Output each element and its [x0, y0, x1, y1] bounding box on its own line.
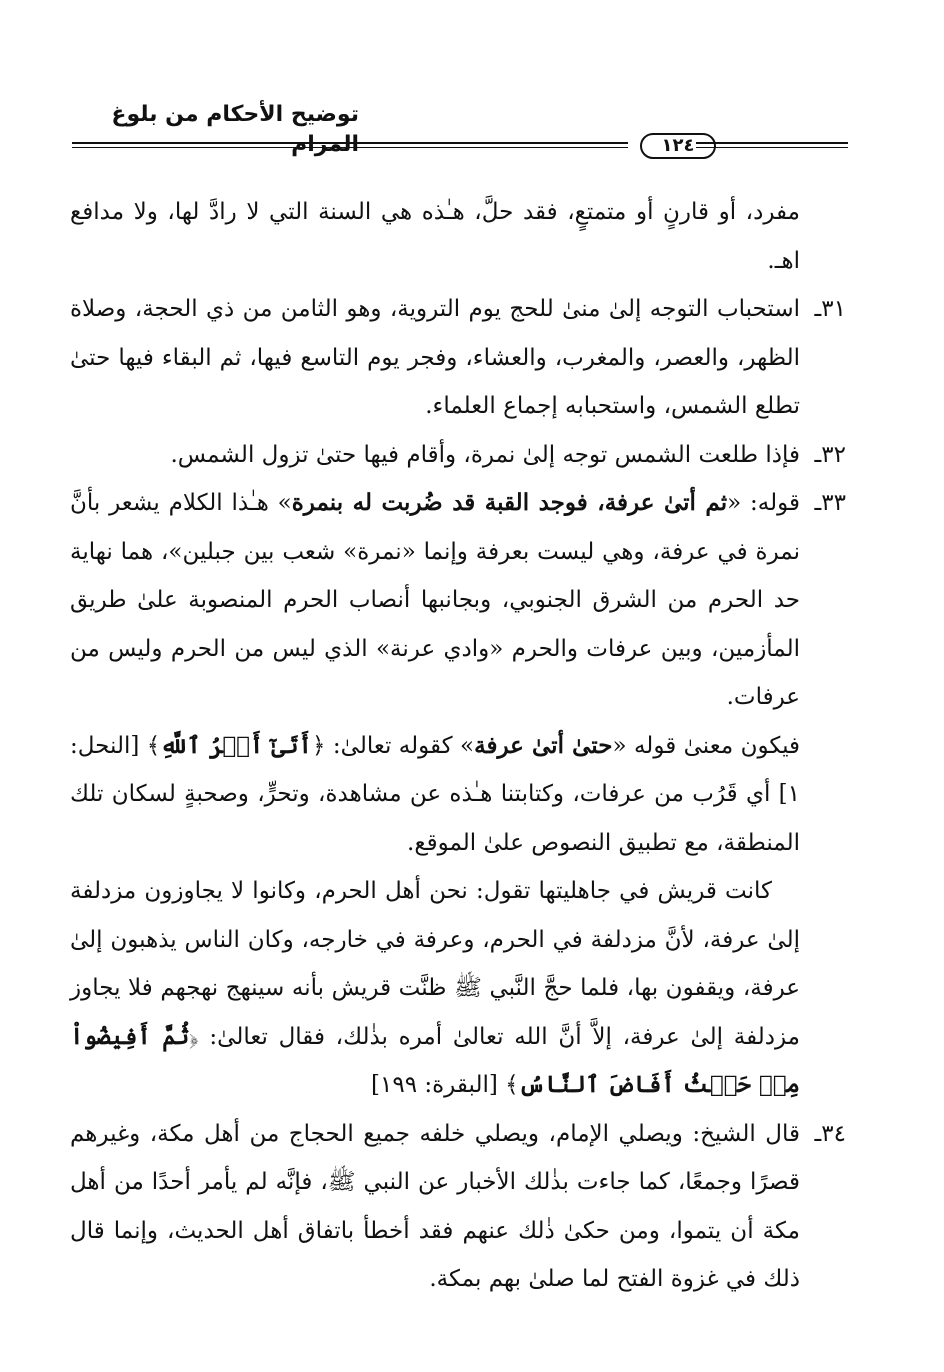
paragraph-text: استحباب التوجه إلىٰ منىٰ للحج يوم التروية، وهو الثامن من ذي الحجة، وصلاة الظهر، والعصر، والمغرب، والعشاء، وفجر يوم التاسع فيها، ثم البقاء فيها حتىٰ تطلع الشمس، واستحبابه إجماع العلماء.	[70, 296, 800, 419]
paragraph-number: ٣٤ـ	[814, 1120, 846, 1147]
quoted-text: حتىٰ أتىٰ عرفة	[474, 731, 613, 759]
paragraph	[70, 867, 846, 1110]
paragraph-number: ٣٢ـ	[814, 441, 846, 468]
body-text	[70, 188, 846, 1304]
paragraph-text: ﴾ [النحل: ١] أي قَرُب من عرفات، وكتابتنا هـٰذه عن مشاهدة، وتحرٍّ، وصحبةٍ لسكان تلك المنطقة، مع تطبيق النصوص علىٰ الموقع.	[70, 732, 800, 856]
header-rule-right-bottom	[696, 147, 848, 148]
numbered-paragraph	[70, 1110, 846, 1304]
paragraph	[70, 722, 846, 868]
paragraph-number: ٣١ـ	[814, 296, 846, 322]
quoted-text: ثم أتىٰ عرفة، فوجد القبة قد ضُربت له بنمرة	[291, 489, 728, 516]
header-rule-left-top	[72, 142, 628, 144]
page-number: ١٢٤	[640, 133, 716, 159]
paragraph-text: » كقوله تعالىٰ: ﴿	[311, 732, 475, 759]
paragraph-text: قوله: «	[727, 490, 800, 516]
header-rule	[72, 133, 848, 159]
paragraph-text: فيكون معنىٰ قوله «	[612, 732, 801, 759]
paragraph	[70, 188, 846, 285]
header-rule-right-top	[696, 142, 848, 144]
paragraph-number: ٣٣ـ	[814, 490, 846, 516]
quoted-text: ثُمَّ أَفِيضُواْ مِنۡ حَيۡثُ أَفَاضَ ٱلنَّاسُ	[70, 1022, 800, 1098]
paragraph-text: فإذا طلعت الشمس توجه إلىٰ نمرة، وأقام فيها حتىٰ تزول الشمس.	[170, 441, 800, 468]
numbered-paragraph	[70, 285, 846, 431]
paragraph-text: قال الشيخ: ويصلي الإمام، ويصلي خلفه جميع الحجاج من أهل مكة، وغيرهم قصرًا وجمعًا، كما جاءت بذٰلك الأخبار عن النبي ﷺ، فإنَّه لم يأمر أحدًا من أهل مكة أن يتموا، ومن حكىٰ ذٰلك عنهم فقد أخطأ باتفاق أهل الحديث، وإنما قال ذلك في غزوة الفتح لما صلىٰ بهم بمكة.	[70, 1120, 800, 1292]
paragraph-text: » هـٰذا الكلام يشعر بأنَّ نمرة في عرفة، وهي ليست بعرفة وإنما «نمرة» شعب بين جبلين»، هما نهاية حد الحرم من الشرق الجنوبي، وبجانبها أنصاب الحرم المنصوبة علىٰ طريق المأزمين، وبين عرفات والحرم «وادي عرنة» الذي ليس من الحرم وليس من عرفات.	[70, 490, 800, 710]
running-title: توضيح الأحكام من بلوغ المرام	[111, 102, 359, 157]
paragraph-text: ﴾ [البقرة: ١٩٩]	[371, 1072, 519, 1098]
numbered-paragraph	[70, 431, 846, 480]
header-rule-left-bottom	[72, 147, 628, 148]
numbered-paragraph	[70, 479, 846, 722]
paragraph-text: كانت قريش في جاهليتها تقول: نحن أهل الحرم، وكانوا لا يجاوزون مزدلفة إلىٰ عرفة، لأنَّ مزدلفة في الحرم، وعرفة في خارجه، وكان الناس يذهبون إلىٰ عرفة، ويقفون بها، فلما حجَّ النَّبي ﷺ ظنَّت قريش بأنه سينهج نهجهم فلا يجاوز مزدلفة إلىٰ عرفة، إلاَّ أنَّ الله تعالىٰ أمره بذٰلك، فقال تعالىٰ: ﴿	[70, 878, 801, 1050]
quoted-text: أَتَىٰٓ أَمۡرُ ٱللَّهِ	[160, 731, 312, 759]
paragraph-text: مفرد، أو قارنٍ أو متمتعٍ، فقد حلَّ، هـٰذه هي السنة التي لا رادَّ لها، ولا مدافع اهـ.	[70, 199, 800, 274]
